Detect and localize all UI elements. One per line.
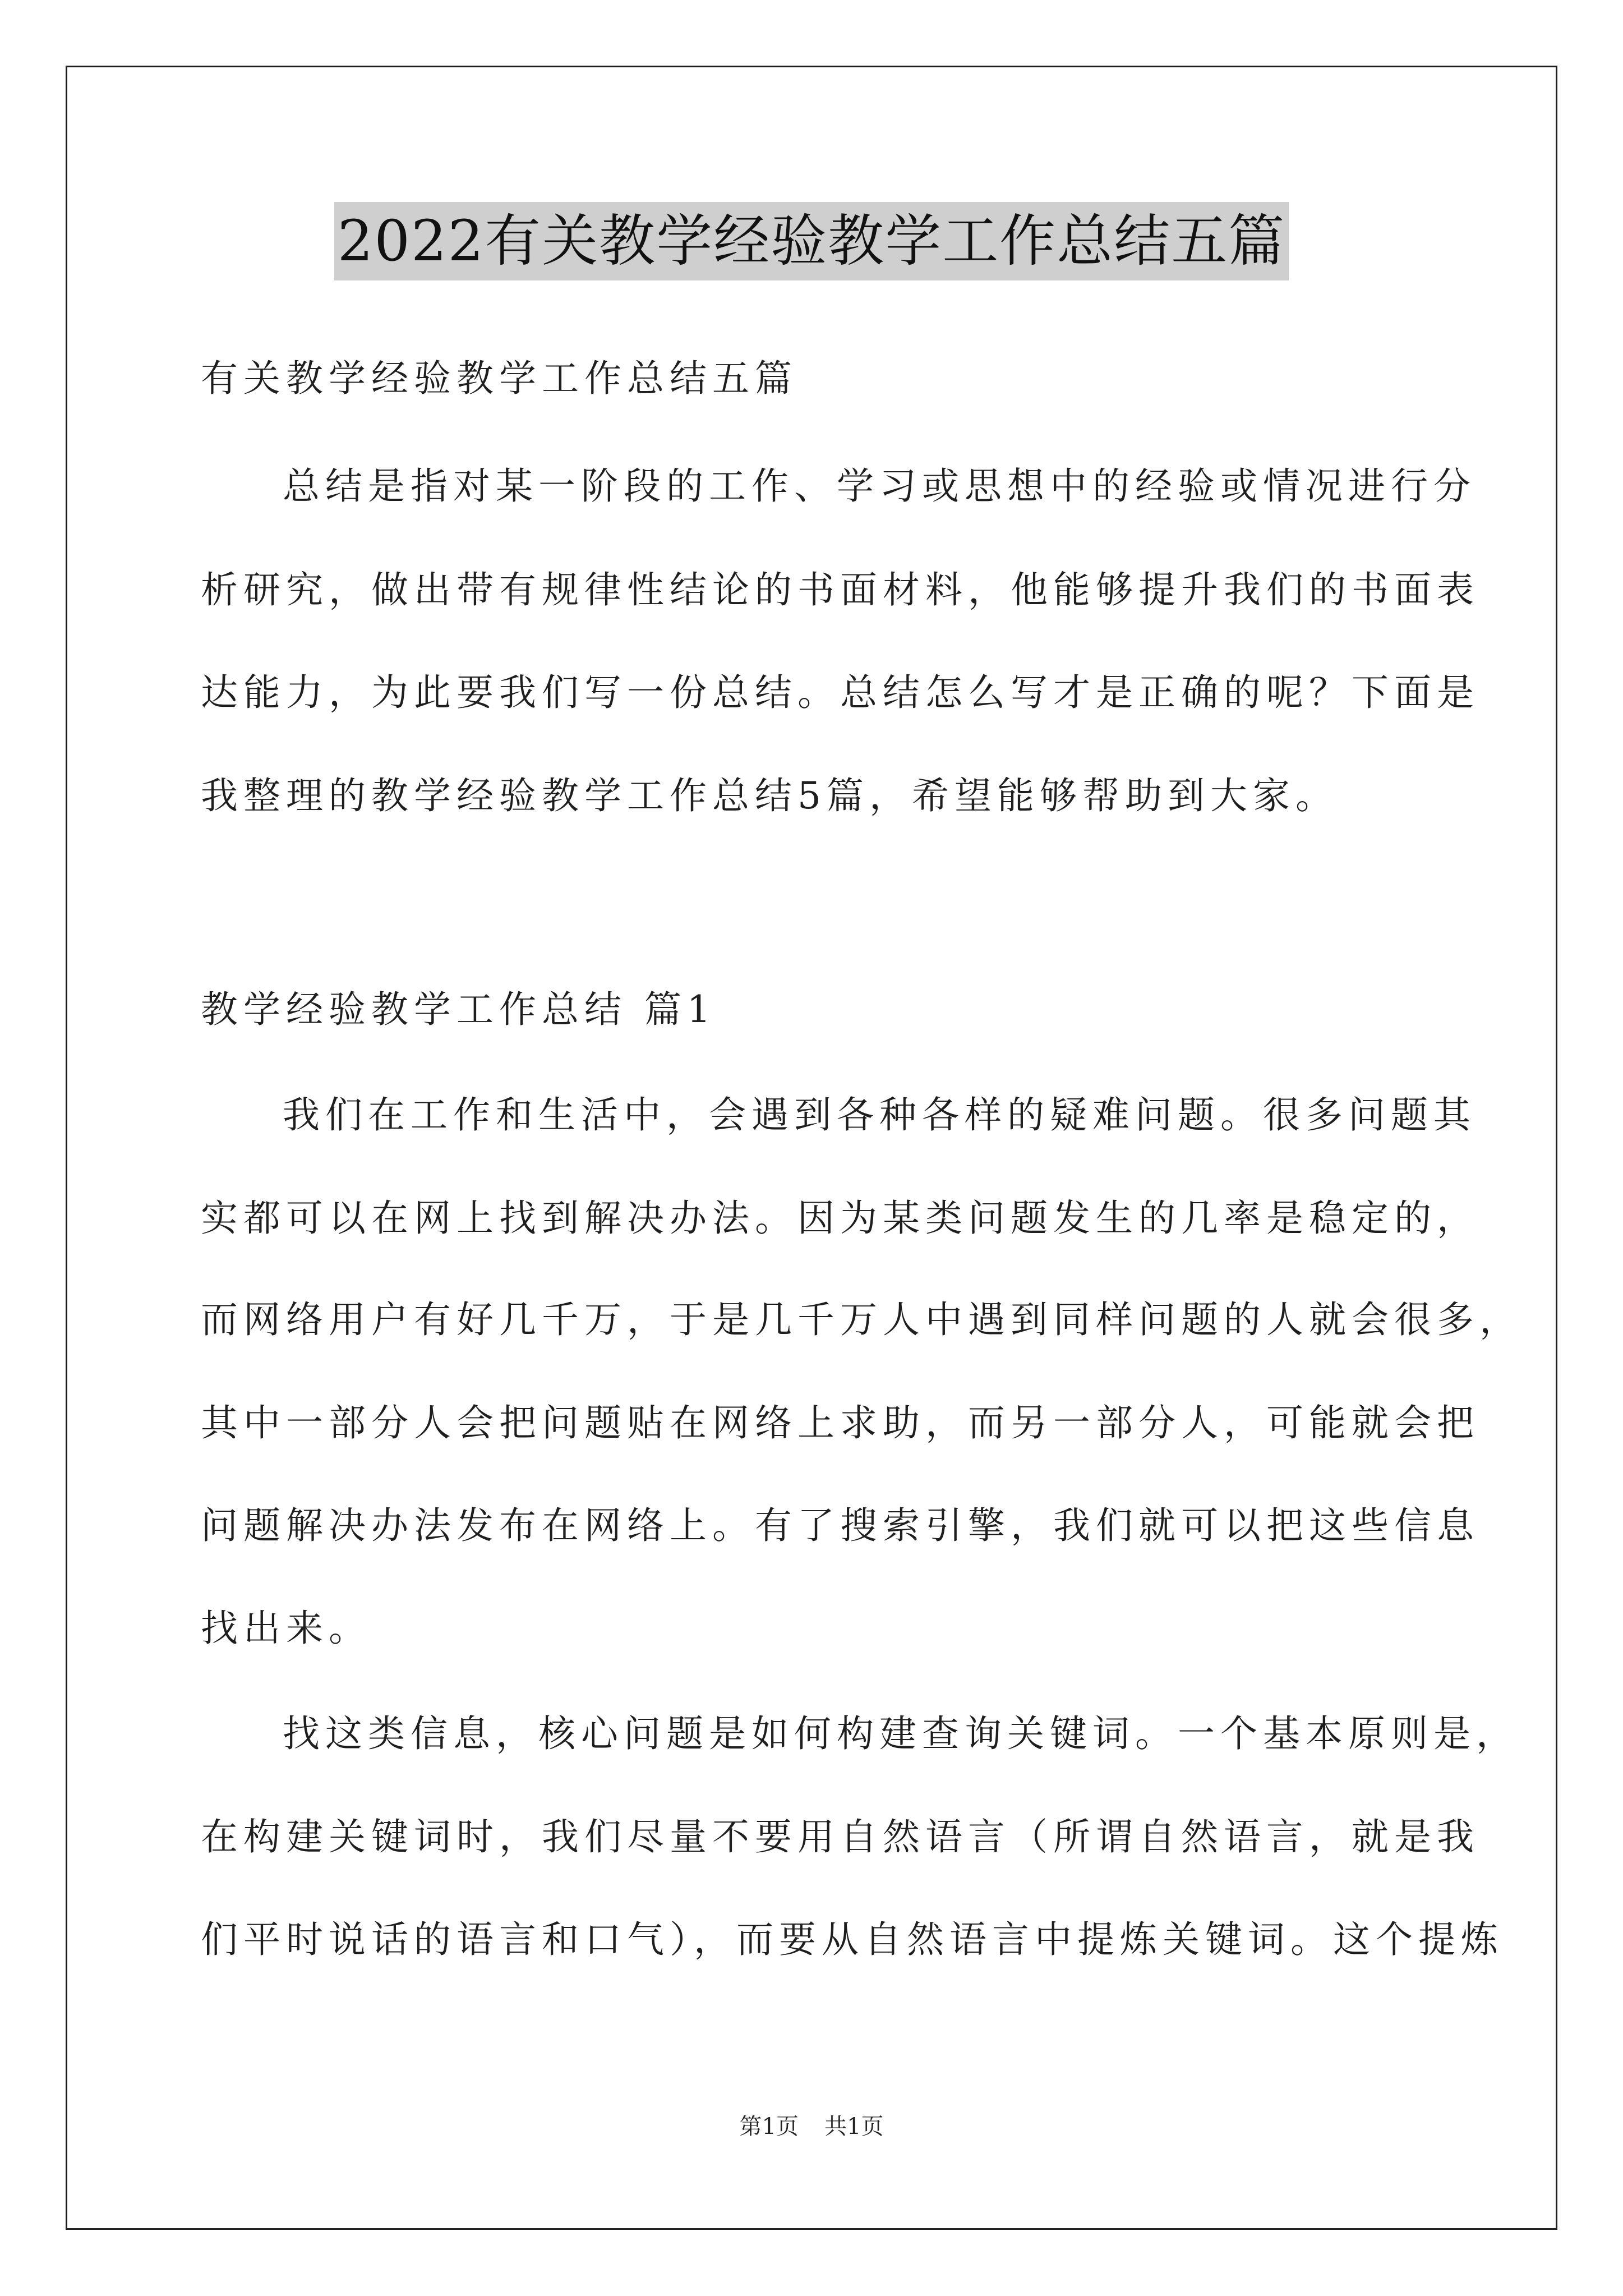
section-heading: 教学经验教学工作总结 篇1 bbox=[201, 988, 716, 1031]
paragraph1-line-5: 问题解决办法发布在网络上。有了搜索引擎，我们就可以把这些信息 bbox=[201, 1504, 1479, 1547]
page-footer bbox=[0, 2111, 1623, 2142]
intro-line-4: 我整理的教学经验教学工作总结5篇，希望能够帮助到大家。 bbox=[201, 774, 1338, 817]
document-subtitle: 有关教学经验教学工作总结五篇 bbox=[201, 357, 797, 400]
paragraph1-line-4: 其中一部分人会把问题贴在网络上求助，而另一部分人，可能就会把 bbox=[201, 1401, 1479, 1444]
paragraph1-line-6: 找出来。 bbox=[201, 1607, 371, 1650]
page-number-current: 第1页 bbox=[739, 2114, 799, 2139]
paragraph2-line-2: 在构建关键词时，我们尽量不要用自然语言（所谓自然语言，就是我 bbox=[201, 1815, 1479, 1858]
intro-line-1: 总结是指对某一阶段的工作、学习或思想中的经验或情况进行分 bbox=[283, 464, 1476, 508]
paragraph2-line-3: 们平时说话的语言和口气），而要从自然语言中提炼关键词。这个提炼 bbox=[201, 1918, 1504, 1961]
page-number-total: 共1页 bbox=[824, 2114, 884, 2139]
paragraph2-line-1: 找这类信息，核心问题是如何构建查询关键词。一个基本原则是， bbox=[283, 1712, 1519, 1755]
paragraph1-line-1: 我们在工作和生活中，会遇到各种各样的疑难问题。很多问题其 bbox=[283, 1093, 1476, 1137]
paragraph1-line-2: 实都可以在网上找到解决办法。因为某类问题发生的几率是稳定的， bbox=[201, 1197, 1479, 1240]
title-container bbox=[0, 202, 1623, 280]
intro-line-2: 析研究，做出带有规律性结论的书面材料，他能够提升我们的书面表 bbox=[201, 568, 1479, 611]
paragraph1-line-3: 而网络用户有好几千万，于是几千万人中遇到同样问题的人就会很多， bbox=[201, 1298, 1522, 1341]
document-title: 2022有关教学经验教学工作总结五篇 bbox=[334, 202, 1289, 280]
intro-line-3: 达能力，为此要我们写一份总结。总结怎么写才是正确的呢？下面是 bbox=[201, 671, 1479, 714]
